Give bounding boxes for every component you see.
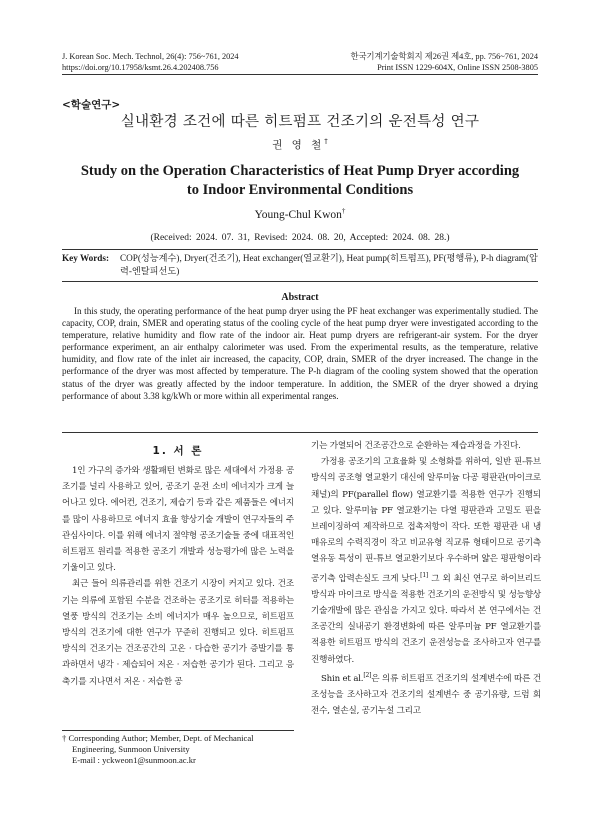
right-paragraph-2-text: 은 의류 히트펌프 건조기의 설계변수에 따른 건조성능을 조사하고자 건조기의 설계변수 중 공기유량, 드럼 회전수, 열손실, 공기누설 그리고 [311,673,541,716]
title-korean: 실내환경 조건에 따른 히트펌프 건조기의 운전특성 연구 [120,114,480,130]
right-paragraph-0: 기는 가열되어 건조공간으로 순환하는 제습과정을 가진다. [311,441,521,451]
keywords-text: COP(성능계수), Dryer(건조기), Heat exchanger(열교환기), Heat pump(히트펌프), PF(평행류), P-h diagram(압력-엔탈피선도) [120,253,538,276]
footnote-rule [62,730,294,731]
title-english: Study on the Operation Characteristics of Heat Pump Dryer according to Indoor Environmental Conditions [80,163,520,198]
received-dates: (Received: 2024. 07. 31, Revised: 2024. 08. 20, Accepted: 2024. 08. 28.) [150,233,450,243]
intro-paragraph-1: 1인 가구의 증가와 생활패턴 변화로 많은 세대에서 가정용 공조기를 널리 사용하고 있어, 공조기 운전 소비 에너지가 크게 늘어나고 있다. 에어컨, 건조기, 제습기 등과 같은 제품들은 에너지를 많이 사용하므로 에너지 효율 향상기술 개발이 연구자들의 주관심사이다. 이를 위해 에너지 절약형 공조기술들 중에 대표적인 히트펌프 원리를 적용한 공조기 개발과 성능평가에 많은 노력을 기울이고 있다. [62,466,294,574]
right-paragraph-2 [311,668,541,719]
section-heading-introduction: 1. 서 론 [152,445,204,457]
right-paragraph-1-text: 가정용 공조기의 고효율화 및 소형화를 위하여, 일반 핀-튜브 방식의 공조형 열교환기 대신에 알루미늄 다공 평판관(마이크로 채널)의 PF(parallel flow) 열교환기를 적용한 연구가 진행되고 있다. 알루미늄 PF 열교환기는 다열 평판관과 고밀도 핀을 브레이징하여 제작하므로 접촉저항이 작다. 또한 평판관 내 냉매유로의 수력직경이 작고 비교유형 직교류 형태이므로 공기측 열유동 특성이 핀-튜브 열교환기보다 우수하며 얇은 평판형이라 공기측 압력손실도 크게 낮다. [311,457,541,584]
left-column [62,463,294,690]
corresponding-mark: † [324,137,328,146]
footnote-line-2: Engineering, Sunmoon University [72,744,190,754]
right-paragraph-1-tail: 그 외 최신 연구로 하이브리드 방식과 마이크로 방식을 적용한 건조기의 운전방식 및 성능향상 기술개발에 많은 관심을 가지고 있다. 따라서 본 연구에서는 건조공간의 실내공기 환경변화에 따른 알루미늄 PF 열교환기를 적용한 히트펌프 방식의 건조기 운전성능을 조사하고자 연구를 진행하였다. [311,573,541,665]
abstract-text: In this study, the operating performance of the heat pump dryer using the PF heat exchanger was experimentally studied. The capacity, COP, drain, SMER and operating status of the cooling cycle of the heat pump dryer were investigated according to the temperature, relative humidity and flow rate of the indoor air. Heat pump dryers are refrigerant-air system. For the dryer performance experiment, an air enthalpy calorimeter was used. From the experimental results, as the temperature, relative humidity, and flow rate of the inlet air increased, the capacity, COP, drain, SMER of the dryer increased. The change in the performance of the dryer was most affected by temperature. The P-h diagram of the cooling system showed that the operation status of the dryer was greatly affected by the indoor temperature. In addition, the SMER of the dryer showed a drying performance of about 3.38 kg/kWh or more within all experimental ranges. [62,306,538,401]
corresponding-mark-en: † [341,207,346,215]
keywords-label: Key Words: [62,253,110,263]
footnote-line-1: † Corresponding Author; Member, Dept. of Mechanical [62,733,254,743]
author-english-name: Young-Chul Kwon [254,208,342,221]
doi-link[interactable]: https://doi.org/10.17958/ksmt.26.4.202408.756 [62,63,219,72]
journal-citation-kr: 한국기계기술학회지 제26권 제4호, pp. 756~761, 2024 [350,52,538,61]
keywords-block [62,252,538,278]
footnote-email[interactable]: E-mail : yckweon1@sunmoon.ac.kr [72,755,196,765]
intro-paragraph-2: 최근 들어 의류관리를 위한 건조기 시장이 커지고 있다. 건조기는 의류에 포함된 수분을 건조하는 공조기로 히터를 적용하는 열풍 방식의 건조기는 소비 에너지가 매우 높으므로, 히트펌프 방식의 건조기에 대한 연구가 꾸준히 진행되고 있다. 히트펌프 방식의 건조기는 건조공간의 고온 · 다습한 공기가 증발기를 통과하면서 냉각 · 제습되어 저온 · 저습한 공기가 된다. 그리고 응축기를 지나면서 저온 · 저습한 공 [62,579,294,687]
keywords-top-rule [62,249,538,250]
abstract-bottom-rule [62,432,538,433]
citation-ref-2[interactable]: [2] [363,671,372,679]
author-korean-name: 권 영 철 [272,139,325,151]
shin-citation: Shin et al. [321,673,364,684]
author-korean [0,137,600,152]
keywords-bottom-rule [62,281,538,282]
author-english [0,207,600,221]
abstract-heading: Abstract [281,292,319,303]
journal-citation: J. Korean Soc. Mech. Technol, 26(4): 756~761, 2024 [62,52,239,61]
right-paragraph-1 [311,454,541,668]
header-divider [62,74,538,75]
issn-info: Print ISSN 1229-604X, Online ISSN 2508-3805 [377,63,538,72]
article-category: <학술연구> [62,99,121,111]
right-column [311,438,541,719]
footnote [62,733,294,766]
citation-ref-1[interactable]: [1] [420,571,429,579]
